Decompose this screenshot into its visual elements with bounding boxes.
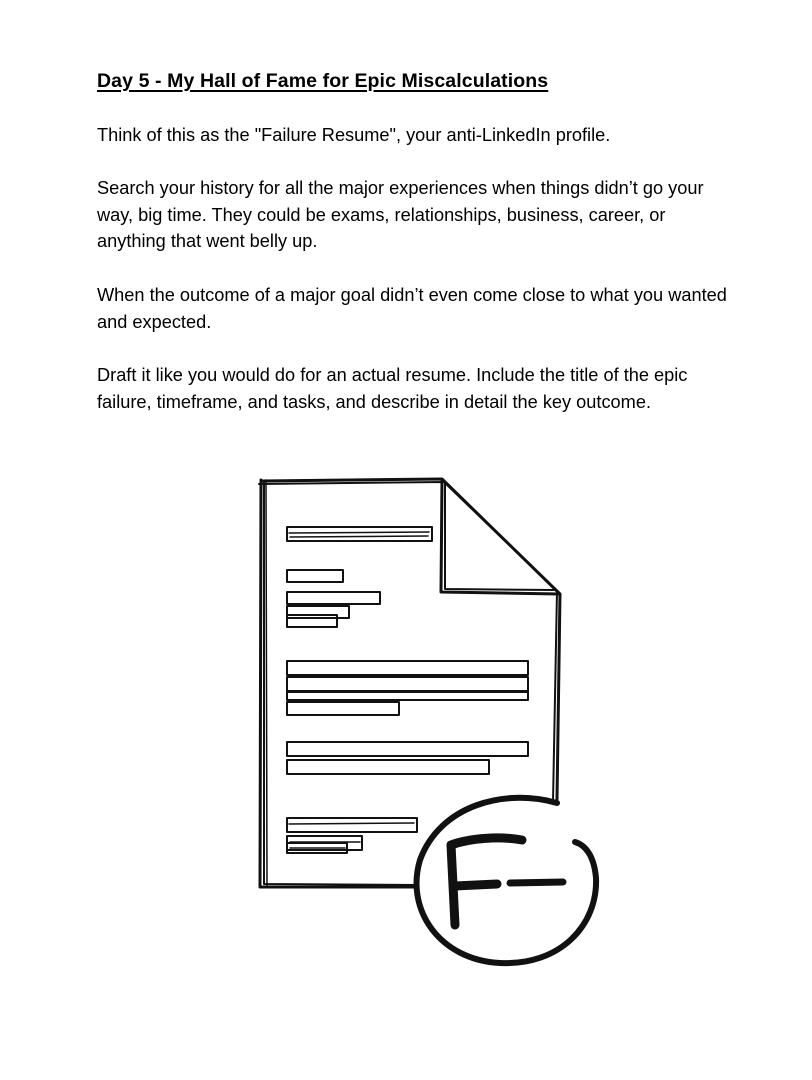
intro-paragraph: Think of this as the "Failure Resume", your anti-LinkedIn profile. (97, 125, 611, 145)
grade-circle (417, 798, 597, 963)
history-paragraph: Search your history for all the major experiences when things didn’t go your way, big time. They could be exams, relationships, business, career, or anything that went belly up. (97, 178, 704, 252)
failed-resume-icon (250, 470, 610, 975)
draft-instructions-paragraph: Draft it like you would do for an actual resume. Include the title of the epic failure, timeframe, and tasks, and describe in detail the key outcome. (97, 365, 688, 412)
grade-minus (510, 882, 563, 883)
page-title: Day 5 - My Hall of Fame for Epic Miscalculations (97, 70, 549, 92)
outcome-paragraph: When the outcome of a major goal didn’t even come close to what you wanted and expected. (97, 285, 727, 332)
text-lines (287, 527, 528, 853)
